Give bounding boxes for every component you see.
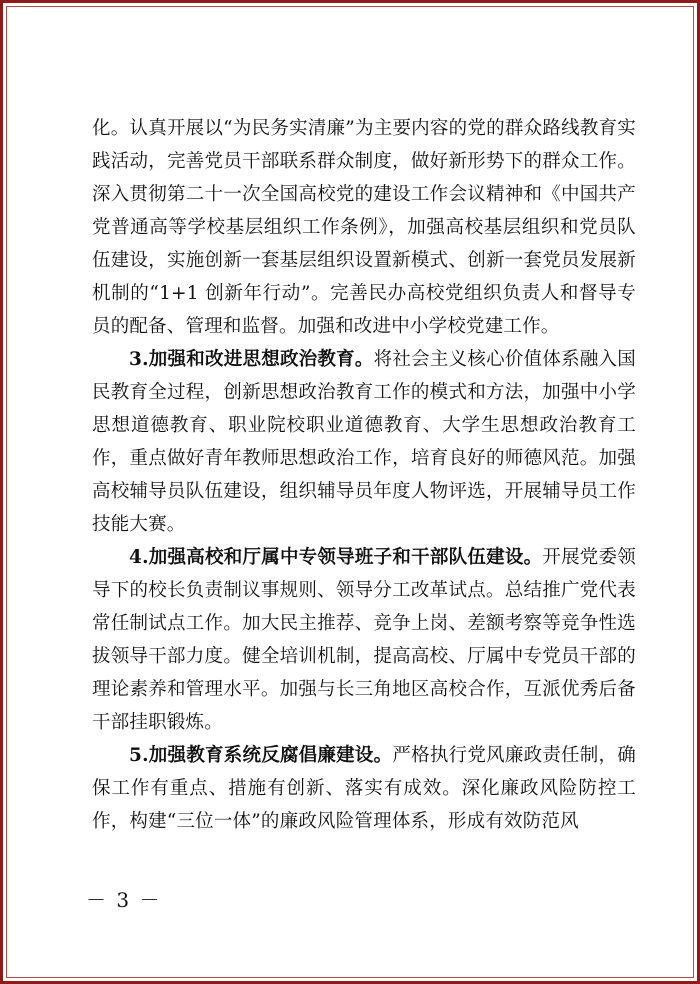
- section-heading: 4.加强高校和厅属中专领导班子和干部队伍建设。: [129, 547, 543, 568]
- paragraph-continuation: [92, 112, 636, 343]
- paragraph-section-3: [92, 343, 636, 541]
- paragraph-text: 化。认真开展以“为民务实清廉”为主要内容的党的群众路线教育实践活动，完善党员干部联系群众制度，做好新形势下的群众工作。深入贯彻第二十一次全国高校党的建设工作会议精神和《中国共产党普通高等学校基层组织工作条例》，加强高校基层组织和党员队伍建设，实施创新一套基层组织设置新模式、创新一套党员发展新机制的“1+1 创新年行动”。完善民办高校党组织负责人和督导专员的配备、管理和监督。加强和改进中小学校党建工作。: [92, 118, 636, 337]
- paragraph-section-4: [92, 541, 636, 739]
- page-number: － 3 －: [86, 888, 162, 912]
- section-heading: 3.加强和改进思想政治教育。: [129, 349, 374, 370]
- paragraph-text: 开展党委领导下的校长负责制议事规则、领导分工改革试点。总结推广党代表常任制试点工作。加大民主推荐、竞争上岗、差额考察等竞争性选拔领导干部力度。健全培训机制，提高高校、厅属中专党员干部的理论素养和管理水平。加强与长三角地区高校合作，互派优秀后备干部挂职锻炼。: [92, 547, 636, 733]
- document-body: [92, 112, 636, 838]
- paragraph-section-5: [92, 739, 636, 838]
- paragraph-text: 严格执行党风廉政责任制，确保工作有重点、措施有创新、落实有成效。深化廉政风险防控工作，构建“三位一体”的廉政风险管理体系，形成有效防范风: [92, 745, 636, 832]
- paragraph-text: 将社会主义核心价值体系融入国民教育全过程，创新思想政治教育工作的模式和方法，加强中小学思想道德教育、职业院校职业道德教育、大学生思想政治教育工作，重点做好青年教师思想政治工作，培育良好的师德风范。加强高校辅导员队伍建设，组织辅导员年度人物评选，开展辅导员工作技能大赛。: [92, 349, 636, 535]
- section-heading: 5.加强教育系统反腐倡廉建设。: [129, 745, 393, 766]
